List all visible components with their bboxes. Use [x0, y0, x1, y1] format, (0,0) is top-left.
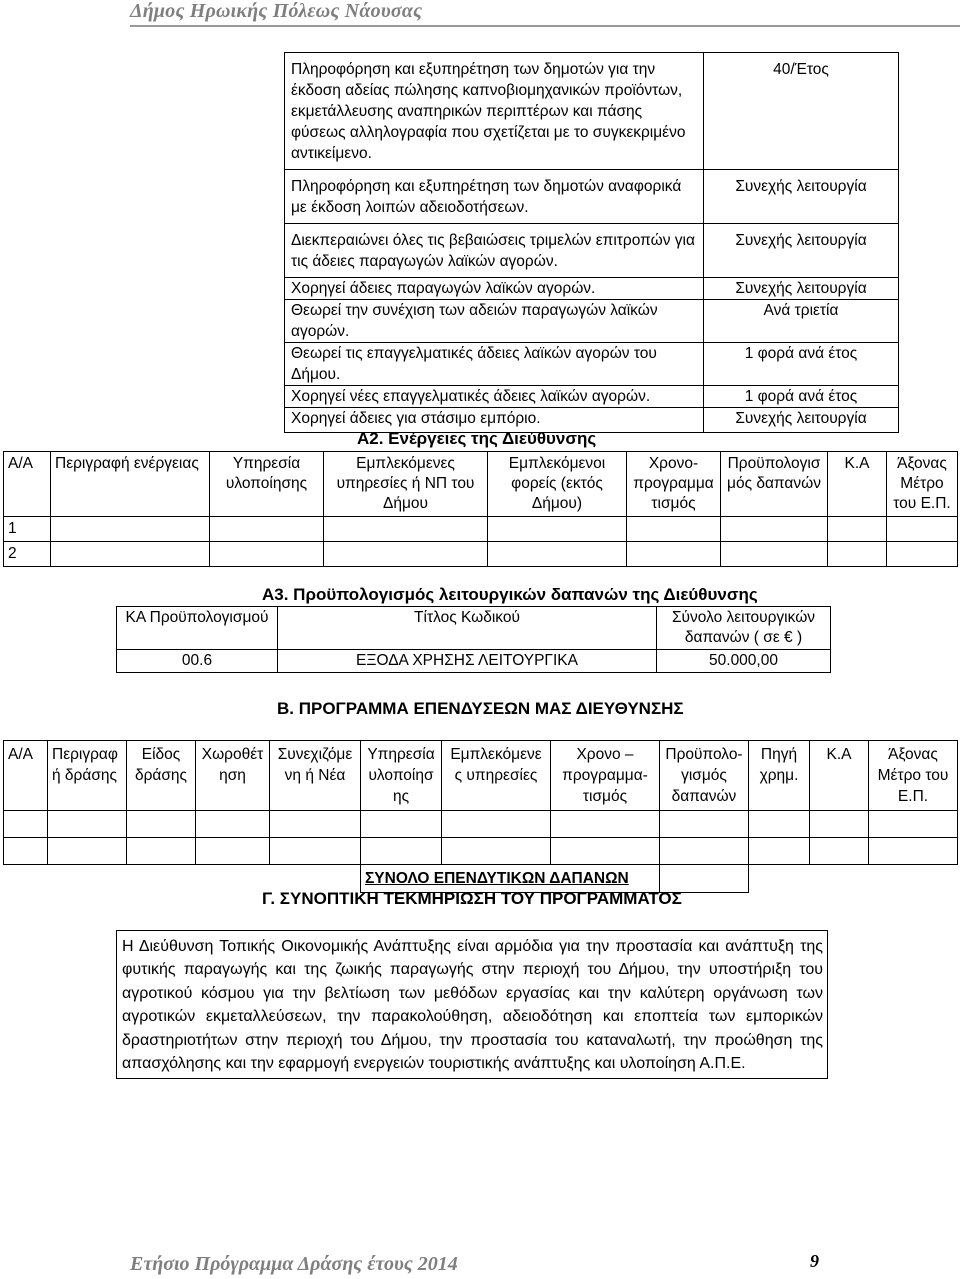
empty-cell: [127, 838, 196, 865]
empty-cell: [361, 838, 442, 865]
section-c-title: Γ. ΣΥΝΟΠΤΙΚΗ ΤΕΚΜΗΡΙΩΣΗ ΤΟΥ ΠΡΟΓΡΑΜΜΑΤΟΣ: [262, 889, 682, 908]
empty-cell: [488, 517, 627, 542]
column-header: Προϋπολογισ μός δαπανών: [721, 452, 828, 517]
table-row: [4, 517, 958, 542]
column-header: Εμπλεκόμενες υπηρεσίες ή ΝΠ του Δήμου: [324, 452, 488, 517]
empty-cell: [48, 811, 127, 838]
empty-cell: [660, 838, 749, 865]
empty-cell: [51, 542, 210, 567]
document-header-title: Δήμος Ηρωικής Πόλεως Νάουσας: [130, 0, 423, 22]
column-header: Περιγραφ ή δράσης: [48, 741, 127, 811]
activity-description: Πληροφόρηση και εξυπηρέτηση των δημοτών για την έκδοση αδείας πώλησης καπνοβιομηχανικών προϊόντων, εκμετάλλευσης αναπηρικών περιπτέρων και πάσης φύσεως αλληλογραφία που σχετίζεται με το συγκεκριμένο αντικείμενο.: [285, 53, 704, 170]
empty-cell: [48, 838, 127, 865]
section-a2-title: Α2. Ενέργειες της Διεύθυνσης: [357, 429, 597, 448]
empty-cell: [4, 811, 48, 838]
activities-table: [284, 52, 899, 433]
table-row: [285, 300, 899, 343]
empty-cell: [828, 517, 887, 542]
empty-cell: [749, 811, 810, 838]
investment-total-label: ΣΥΝΟΛΟ ΕΠΕΝΔΥΤΙΚΩΝ ΔΑΠΑΝΩΝ: [361, 865, 660, 893]
table-row: [4, 811, 958, 838]
empty-cell: [442, 811, 551, 838]
column-header: Υπηρεσία υλοποίησης: [210, 452, 324, 517]
column-header: Κ.Α: [828, 452, 887, 517]
column-header: ΚΑ Προϋπολογισμού: [117, 607, 278, 650]
column-header: Κ.Α: [810, 741, 869, 811]
column-header: Χρονο-προγραμμα τισμός: [627, 452, 721, 517]
column-header: Άξονας Μέτρο του Ε.Π.: [887, 452, 958, 517]
activity-frequency: 1 φορά ανά έτος: [704, 343, 899, 386]
activity-frequency: Συνεχής λειτουργία: [704, 278, 899, 300]
empty-cell: [361, 811, 442, 838]
section-b-title: Β. ΠΡΟΓΡΑΜΜΑ ΕΠΕΝΔΥΣΕΩΝ ΜΑΣ ΔΙΕΥΘΥΝΣΗΣ: [277, 699, 684, 718]
empty-cell: [869, 838, 958, 865]
activity-description: Θεωρεί την συνέχιση των αδειών παραγωγών λαϊκών αγορών.: [285, 300, 704, 343]
table-header-row: [117, 607, 831, 650]
table-header-row: [4, 452, 958, 517]
column-header: Εμπλεκόμενοι φορείς (εκτός Δήμου): [488, 452, 627, 517]
column-header: Εμπλεκόμενε ς υπηρεσίες: [442, 741, 551, 811]
column-header: Χωροθέτ ηση: [196, 741, 270, 811]
empty-cell: [749, 838, 810, 865]
column-header: Άξονας Μέτρο του Ε.Π.: [869, 741, 958, 811]
empty-cell: [324, 517, 488, 542]
empty-cell: [210, 542, 324, 567]
activity-frequency: Ανά τριετία: [704, 300, 899, 343]
empty-cell: [210, 517, 324, 542]
activity-frequency: Συνεχής λειτουργία: [704, 170, 899, 224]
empty-cell: [196, 811, 270, 838]
table-row: [4, 838, 958, 865]
document-footer-title: Ετήσιο Πρόγραμμα Δράσης έτους 2014: [130, 1253, 458, 1275]
empty-cell: [721, 517, 828, 542]
row-number: 1: [4, 517, 51, 542]
empty-cell: [749, 865, 958, 893]
empty-cell: [488, 542, 627, 567]
row-number: 2: [4, 542, 51, 567]
table-row: [285, 343, 899, 386]
column-header: Υπηρεσία υλοποίησ ης: [361, 741, 442, 811]
page-number: 9: [810, 1251, 819, 1271]
investments-table: [3, 740, 958, 893]
column-header: Τίτλος Κωδικού: [278, 607, 657, 650]
table-row: [117, 650, 831, 673]
empty-cell: [324, 542, 488, 567]
activity-frequency: 40/Έτος: [704, 53, 899, 170]
empty-cell: [627, 517, 721, 542]
empty-cell: [887, 517, 958, 542]
program-justification-text: Η Διεύθυνση Τοπικής Οικονομικής Ανάπτυξης είναι αρμόδια για την προστασία και ανάπτυξη της φυτικής παραγωγής και της ζωικής παραγωγής στην περιοχή του Δήμου, την υποστήριξη του αγροτικού κόσμου για την βελτίωση των μεθόδων εργασίας και την καλύτερη οργάνωση των αγροτικών εκμεταλλεύσεων, την παρακολούθηση, αδειοδότηση και εποπτεία των εμπορικών δραστηριοτήτων στην περιοχή του Δήμου, την προστασία του καταναλωτή, την προώθηση της απασχόλησης και την εφαρμογή ενεργειών τουριστικής ανάπτυξης και υλοποίηση Α.Π.Ε.: [116, 930, 828, 1079]
activity-description: Χορηγεί άδειες για στάσιμο εμπόριο.: [285, 408, 704, 433]
empty-cell: [551, 838, 660, 865]
budget-amount: 50.000,00: [657, 650, 831, 673]
activity-description: Χορηγεί άδειες παραγωγών λαϊκών αγορών.: [285, 278, 704, 300]
a2-actions-table: [3, 451, 958, 567]
activity-frequency: 1 φορά ανά έτος: [704, 386, 899, 408]
section-a3-title: Α3. Προϋπολογισμός λειτουργικών δαπανών της Διεύθυνσης: [262, 585, 758, 604]
activity-frequency: Συνεχής λειτουργία: [704, 408, 899, 433]
empty-cell: [627, 542, 721, 567]
activity-description: Διεκπεραιώνει όλες τις βεβαιώσεις τριμελών επιτροπών για τις άδειες παραγωγών λαϊκών αγορών.: [285, 224, 704, 278]
column-header: Σύνολο λειτουργικών δαπανών ( σε € ): [657, 607, 831, 650]
empty-cell: [810, 811, 869, 838]
budget-title: ΕΞΟΔΑ ΧΡΗΣΗΣ ΛΕΙΤΟΥΡΓΙΚΑ: [278, 650, 657, 673]
activity-description: Θεωρεί τις επαγγελματικές άδειες λαϊκών αγορών του Δήμου.: [285, 343, 704, 386]
budget-code: 00.6: [117, 650, 278, 673]
activity-description: Πληροφόρηση και εξυπηρέτηση των δημοτών αναφορικά με έκδοση λοιπών αδειοδοτήσεων.: [285, 170, 704, 224]
empty-cell: [4, 838, 48, 865]
activity-description: Χορηγεί νέες επαγγελματικές άδειες λαϊκών αγορών.: [285, 386, 704, 408]
empty-cell: [442, 838, 551, 865]
column-header: Προϋπολο-γισμός δαπανών: [660, 741, 749, 811]
column-header: Συνεχιζόμε νη ή Νέα: [270, 741, 361, 811]
empty-cell: [270, 838, 361, 865]
table-row: [285, 278, 899, 300]
empty-cell: [828, 542, 887, 567]
activity-frequency: Συνεχής λειτουργία: [704, 224, 899, 278]
header-rule: [130, 25, 960, 27]
column-header: Περιγραφή ενέργειας: [51, 452, 210, 517]
table-row: [285, 386, 899, 408]
table-row: [285, 170, 899, 224]
empty-cell: [721, 542, 828, 567]
empty-cell: [551, 811, 660, 838]
table-header-row: [4, 741, 958, 811]
column-header: Είδος δράσης: [127, 741, 196, 811]
table-row: [4, 542, 958, 567]
column-header: Α/Α: [4, 741, 48, 811]
empty-cell: [196, 838, 270, 865]
empty-cell: [869, 811, 958, 838]
empty-cell: [810, 838, 869, 865]
empty-cell: [270, 811, 361, 838]
table-row: [285, 53, 899, 170]
empty-cell: [51, 517, 210, 542]
empty-cell: [127, 811, 196, 838]
column-header: Χρονο – προγραμμα-τισμός: [551, 741, 660, 811]
column-header: Α/Α: [4, 452, 51, 517]
column-header: Πηγή χρημ.: [749, 741, 810, 811]
empty-cell: [660, 811, 749, 838]
a3-budget-table: [116, 606, 831, 673]
empty-cell: [887, 542, 958, 567]
table-row: [285, 224, 899, 278]
